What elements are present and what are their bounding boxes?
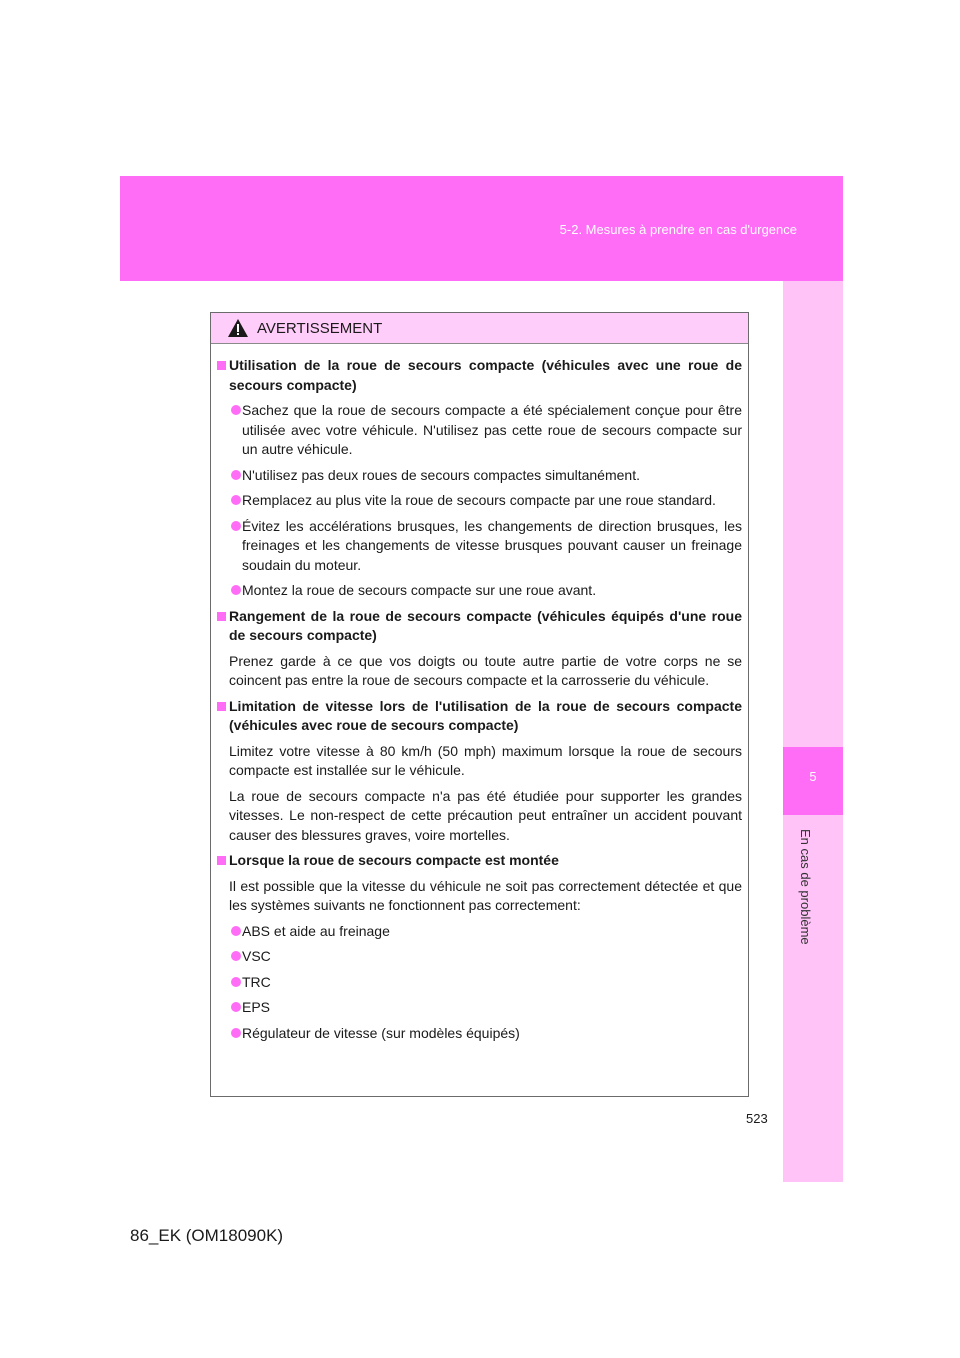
warning-bullet	[217, 947, 742, 967]
chapter-label: En cas de problème	[798, 829, 813, 945]
section-title-text: Limitation de vitesse lors de l'utilisation de la roue de secours compacte (véhicules avec roue de secours compacte)	[229, 697, 742, 733]
round-bullet-icon	[231, 521, 241, 531]
warning-bullet	[217, 466, 742, 486]
warning-bullet	[217, 581, 742, 601]
section-marker-icon	[217, 361, 226, 370]
round-bullet-icon	[231, 405, 241, 415]
warning-header	[211, 313, 748, 344]
bullet-text: Régulateur de vitesse (sur modèles équipés)	[242, 1024, 520, 1041]
section-marker-icon	[217, 856, 226, 865]
warning-bullet	[217, 401, 742, 460]
footer-code: 86_EK (OM18090K)	[130, 1226, 284, 1245]
bullet-text: N'utilisez pas deux roues de secours compactes simultanément.	[242, 466, 640, 483]
warning-section-title	[217, 356, 742, 395]
bullet-text: Sachez que la roue de secours compacte a été spécialement conçue pour être utilisée avec votre véhicule. N'utilisez pas cette roue de secours compacte sur un autre véhicule.	[242, 402, 742, 457]
round-bullet-icon	[231, 1028, 241, 1038]
section-title-text: Utilisation de la roue de secours compacte (véhicules avec une roue de secours compacte)	[229, 357, 742, 393]
page-number: 523	[746, 1111, 768, 1126]
bullet-text: ABS et aide au freinage	[242, 922, 390, 939]
warning-triangle-icon	[227, 318, 249, 338]
warning-paragraph: Il est possible que la vitesse du véhicule ne soit pas correctement détectée et que les systèmes suivants ne fonctionnent pas correctement:	[229, 877, 742, 913]
warning-section-title	[217, 697, 742, 736]
round-bullet-icon	[231, 585, 241, 595]
warning-bullet	[217, 922, 742, 942]
round-bullet-icon	[231, 977, 241, 987]
section-marker-icon	[217, 702, 226, 711]
chapter-number: 5	[809, 769, 817, 784]
warning-box	[210, 312, 749, 1097]
round-bullet-icon	[231, 951, 241, 961]
warning-body	[211, 344, 748, 1043]
section-title: 5-2. Mesures à prendre en cas d'urgence	[559, 222, 797, 237]
warning-section-title	[217, 851, 742, 871]
warning-bullet	[217, 1024, 742, 1044]
warning-paragraph: Limitez votre vitesse à 80 km/h (50 mph) maximum lorsque la roue de secours compacte est installée sur le véhicule.	[229, 742, 742, 778]
chapter-side-tab	[783, 281, 843, 1182]
bullet-text: Remplacez au plus vite la roue de secours compacte par une roue standard.	[242, 492, 716, 508]
warning-heading: AVERTISSEMENT	[257, 319, 383, 337]
warning-bullet	[217, 973, 742, 993]
bullet-text: Montez la roue de secours compacte sur une roue avant.	[242, 582, 597, 598]
bullet-text: VSC	[242, 948, 271, 964]
chapter-number-block	[783, 747, 843, 815]
round-bullet-icon	[231, 495, 241, 505]
header-band	[120, 176, 843, 281]
warning-paragraph: La roue de secours compacte n'a pas été étudiée pour supporter les grandes vitesses. Le non-respect de cette précaution peut entraîner un accident pouvant causer des blessures graves, voire mortelles.	[229, 787, 742, 843]
section-title-text: Rangement de la roue de secours compacte (véhicules équipés d'une roue de secours compacte)	[229, 607, 742, 643]
bullet-text: Évitez les accélérations brusques, les changements de direction brusques, les freinages et les changements de vitesse brusques pouvant causer un freinage soudain du moteur.	[242, 517, 742, 573]
bullet-text: EPS	[242, 999, 271, 1015]
warning-bullet	[217, 491, 742, 511]
section-title-text: Lorsque la roue de secours compacte est montée	[229, 852, 559, 868]
round-bullet-icon	[231, 926, 241, 936]
warning-bullet	[217, 998, 742, 1018]
warning-section-title	[217, 607, 742, 646]
section-marker-icon	[217, 612, 226, 621]
round-bullet-icon	[231, 1002, 241, 1012]
bullet-text: TRC	[242, 973, 271, 990]
warning-paragraph: Prenez garde à ce que vos doigts ou toute autre partie de votre corps ne se coincent pas entre la roue de secours compacte et la carrosserie du véhicule.	[229, 652, 742, 688]
warning-bullet	[217, 517, 742, 576]
round-bullet-icon	[231, 470, 241, 480]
